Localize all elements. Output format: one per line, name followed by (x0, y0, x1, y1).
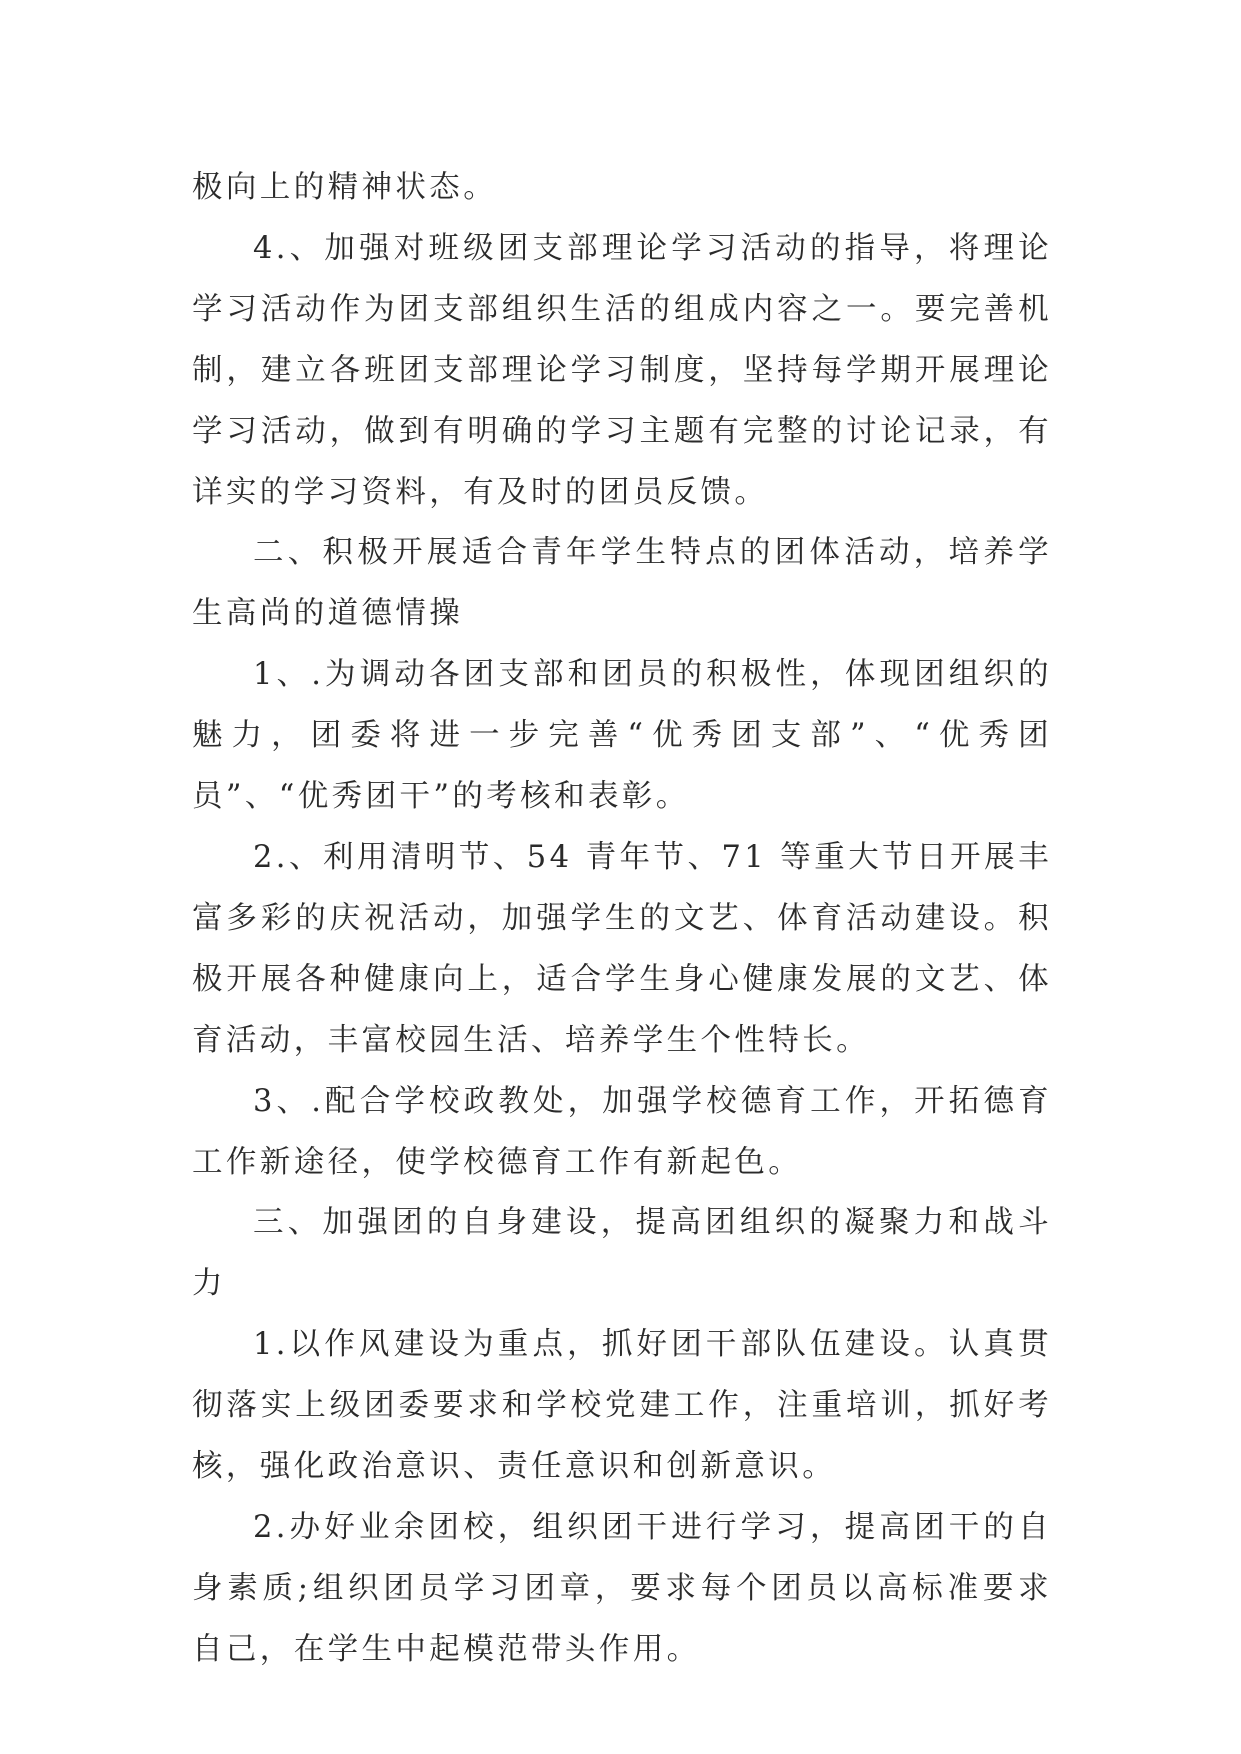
paragraph-item-1: 1、.为调动各团支部和团员的积极性，体现团组织的魅力，团委将进一步完善“优秀团支部”、“优秀团员”、“优秀团干”的考核和表彰。 (192, 657, 1052, 815)
paragraph-continuation: 极向上的精神状态。 (192, 170, 498, 205)
paragraph-item-2: 2.、利用清明节、54 青年节、71 等重大节日开展丰富多彩的庆祝活动，加强学生的文艺、体育活动建设。积极开展各种健康向上，适合学生身心健康发展的文艺、体育活动，丰富校园生活、培养学生个性特长。 (192, 839, 1052, 1058)
paragraph-item-2-b: 2.办好业余团校，组织团干进行学习，提高团干的自身素质;组织团员学习团章，要求每个团员以高标准要求自己，在学生中起模范带头作用。 (192, 1509, 1052, 1667)
section-heading-2: 二、积极开展适合青年学生特点的团体活动，培养学生高尚的道德情操 (192, 535, 1052, 632)
document-body (192, 158, 1052, 1681)
section-heading-3: 三、加强团的自身建设，提高团组织的凝聚力和战斗力 (192, 1205, 1052, 1302)
paragraph-item-3: 3、.配合学校政教处，加强学校德育工作，开拓德育工作新途径，使学校德育工作有新起色。 (192, 1083, 1052, 1180)
paragraph-item-1-b: 1.以作风建设为重点，抓好团干部队伍建设。认真贯彻落实上级团委要求和学校党建工作，注重培训，抓好考核，强化政治意识、责任意识和创新意识。 (192, 1327, 1052, 1485)
paragraph-item-4: 4.、加强对班级团支部理论学习活动的指导，将理论学习活动作为团支部组织生活的组成内容之一。要完善机制，建立各班团支部理论学习制度，坚持每学期开展理论学习活动，做到有明确的学习主题有完整的讨论记录，有详实的学习资料，有及时的团员反馈。 (192, 230, 1052, 510)
